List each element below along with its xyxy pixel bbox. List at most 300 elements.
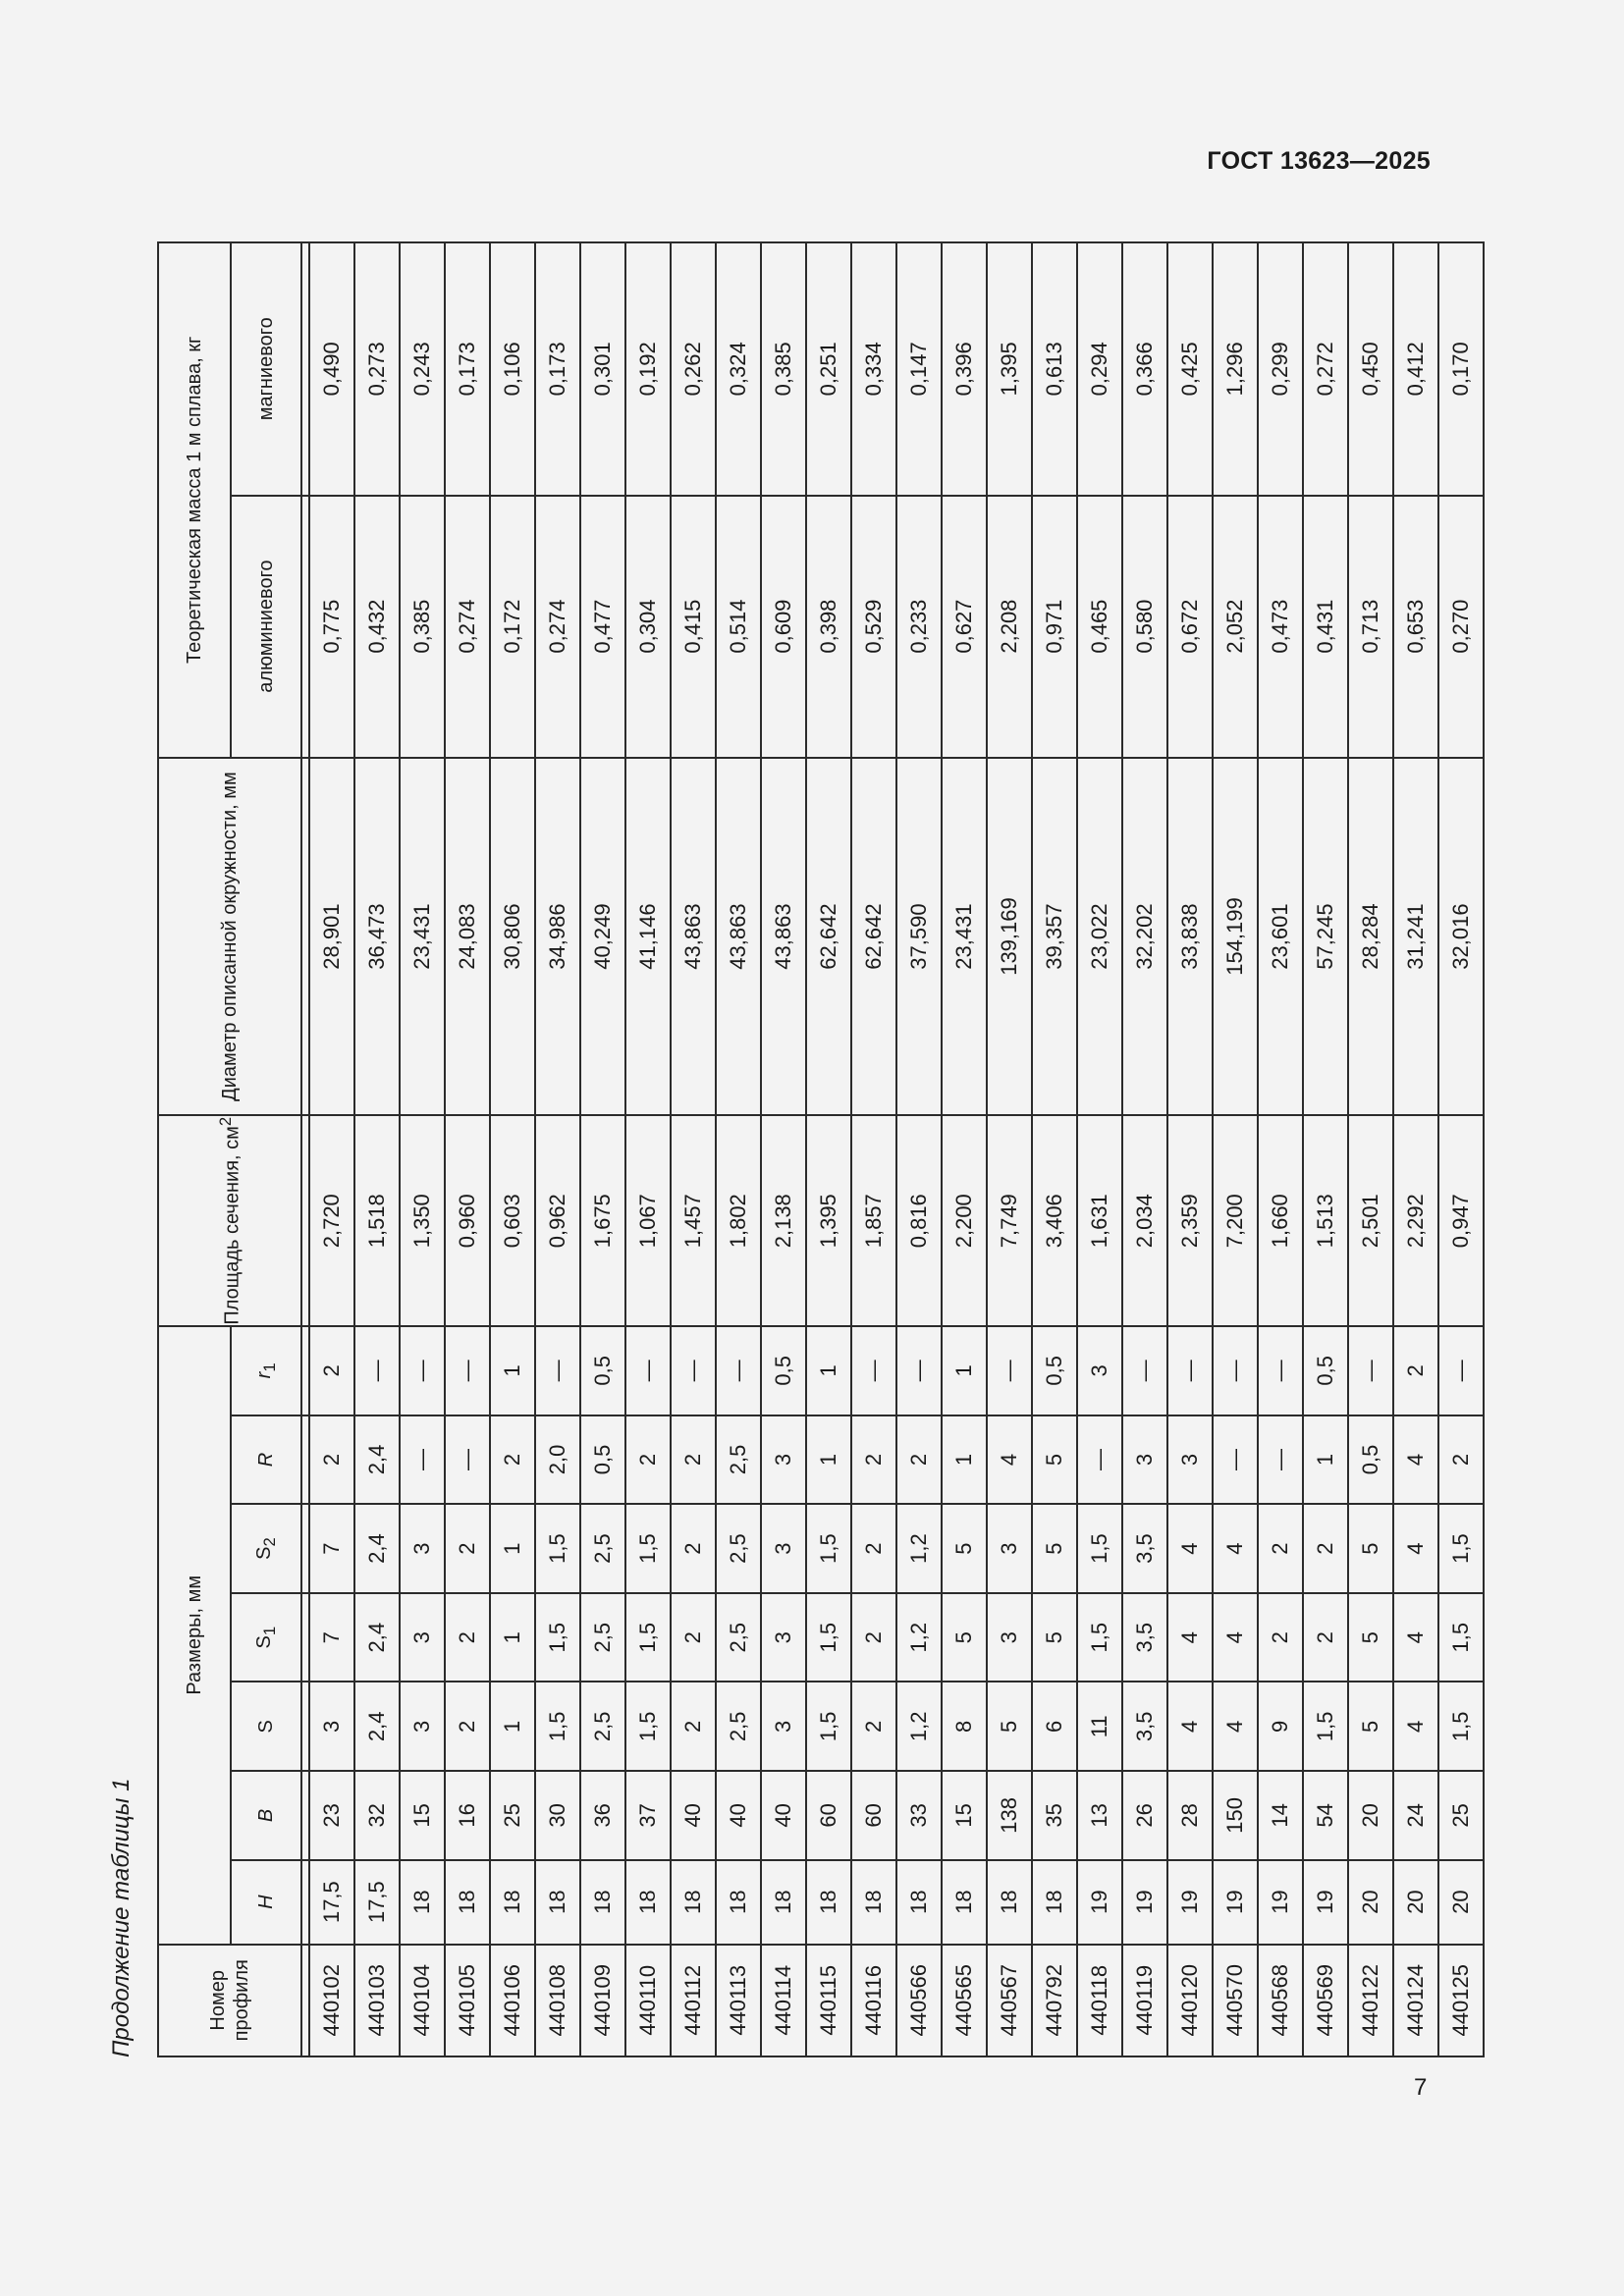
table-cell: 0,960 <box>445 1115 490 1326</box>
table-cell: 440570 <box>1213 1945 1258 2056</box>
table-cell: 0,713 <box>1348 496 1393 758</box>
table-cell: 7 <box>309 1593 354 1682</box>
table-cell: 440119 <box>1122 1945 1167 2056</box>
table-cell: 0,173 <box>445 242 490 496</box>
table-row <box>716 242 761 2056</box>
table-cell: 1 <box>490 1326 535 1415</box>
table-cell: 3 <box>309 1682 354 1772</box>
table-cell: 0,627 <box>942 496 987 758</box>
table-cell: 5 <box>1032 1504 1077 1593</box>
table-caption: Продолжение таблицы 1 <box>108 1778 135 2057</box>
table-cell: 13 <box>1077 1771 1122 1860</box>
table-cell: 25 <box>490 1771 535 1860</box>
table-cell: 0,603 <box>490 1115 535 1326</box>
table-cell: 5 <box>1348 1593 1393 1682</box>
table-cell: 2,5 <box>716 1415 761 1505</box>
header-S: S <box>231 1682 301 1772</box>
table-cell: 23,601 <box>1258 758 1303 1116</box>
table-cell: 2,4 <box>354 1415 400 1505</box>
table-cell: 15 <box>400 1771 445 1860</box>
table-cell: 3 <box>400 1504 445 1593</box>
table-cell: 4 <box>1167 1593 1213 1682</box>
table-cell: 43,863 <box>671 758 716 1116</box>
table-cell: 2 <box>671 1504 716 1593</box>
table-cell: 2 <box>625 1415 671 1505</box>
table-cell: — <box>1438 1326 1484 1415</box>
table-cell: 40 <box>761 1771 806 1860</box>
table-cell: 0,5 <box>1348 1415 1393 1505</box>
table-cell: 0,396 <box>942 242 987 496</box>
table-cell: 0,947 <box>1438 1115 1484 1326</box>
table-cell: 0,609 <box>761 496 806 758</box>
table-cell: 2,292 <box>1393 1115 1438 1326</box>
table-cell: 3 <box>987 1593 1032 1682</box>
table-cell: 2,5 <box>716 1682 761 1772</box>
table-cell: 2,208 <box>987 496 1032 758</box>
table-cell: — <box>354 1326 400 1415</box>
table-cell: 3 <box>761 1415 806 1505</box>
rotated-table-container <box>108 241 1473 2057</box>
header-r1: $r_1$ <box>231 1326 301 1415</box>
table-cell: 0,334 <box>851 242 896 496</box>
header-sizes-group: Размеры, мм <box>158 1326 231 1945</box>
table-cell: 23,431 <box>400 758 445 1116</box>
table-cell: 4 <box>1393 1504 1438 1593</box>
table-row <box>445 242 490 2056</box>
table-cell: 0,473 <box>1258 496 1303 758</box>
table-cell: 17,5 <box>354 1860 400 1945</box>
table-cell: — <box>1258 1415 1303 1505</box>
table-cell: 18 <box>851 1860 896 1945</box>
table-row <box>1167 242 1213 2056</box>
table-cell: 1 <box>490 1593 535 1682</box>
header-area: Площадь сечения, $см^2$ <box>158 1115 301 1326</box>
header-magnesium: магниевого <box>231 242 301 496</box>
table-cell: 40 <box>716 1771 761 1860</box>
table-row <box>354 242 400 2056</box>
table-cell: — <box>1258 1326 1303 1415</box>
table-cell: 440118 <box>1077 1945 1122 2056</box>
table-cell: 28,284 <box>1348 758 1393 1116</box>
table-cell: 4 <box>1167 1682 1213 1772</box>
table-cell: 0,971 <box>1032 496 1077 758</box>
table-cell: 1 <box>942 1326 987 1415</box>
table-body <box>301 242 1484 2056</box>
table-cell: 14 <box>1258 1771 1303 1860</box>
table-cell: 18 <box>716 1860 761 1945</box>
table-cell: 2,4 <box>354 1504 400 1593</box>
table-cell: 0,775 <box>309 496 354 758</box>
table-cell: 60 <box>806 1771 851 1860</box>
table-cell: 18 <box>987 1860 1032 1945</box>
table-cell: 20 <box>1393 1860 1438 1945</box>
table-cell: 2 <box>1303 1504 1348 1593</box>
table-cell: — <box>445 1326 490 1415</box>
table-cell: 2 <box>1393 1326 1438 1415</box>
table-cell: 2,720 <box>309 1115 354 1326</box>
table-cell: 0,385 <box>761 242 806 496</box>
table-row <box>942 242 987 2056</box>
table-row <box>1122 242 1167 2056</box>
table-cell: 0,450 <box>1348 242 1393 496</box>
table-cell: 440567 <box>987 1945 1032 2056</box>
table-cell: 5 <box>1032 1415 1077 1505</box>
table-cell: 1 <box>942 1415 987 1505</box>
table-cell: 7,749 <box>987 1115 1032 1326</box>
table-cell: 440113 <box>716 1945 761 2056</box>
table-cell: 440102 <box>309 1945 354 2056</box>
table-cell: 138 <box>987 1771 1032 1860</box>
table-cell: 4 <box>1393 1415 1438 1505</box>
table-cell: 19 <box>1258 1860 1303 1945</box>
table-cell: 440125 <box>1438 1945 1484 2056</box>
table-cell: 28,901 <box>309 758 354 1116</box>
table-cell: 18 <box>445 1860 490 1945</box>
table-cell: 4 <box>1167 1504 1213 1593</box>
table-cell: 3,5 <box>1122 1593 1167 1682</box>
table-cell: 0,580 <box>1122 496 1167 758</box>
table-row <box>987 242 1032 2056</box>
table-cell: 5 <box>942 1504 987 1593</box>
table-cell: 18 <box>671 1860 716 1945</box>
table-cell: 1,857 <box>851 1115 896 1326</box>
table-cell: 23,431 <box>942 758 987 1116</box>
table-cell: 41,146 <box>625 758 671 1116</box>
table-cell: 1,5 <box>1438 1593 1484 1682</box>
table-cell: 2,052 <box>1213 496 1258 758</box>
table-cell: 25 <box>1438 1771 1484 1860</box>
table-cell: 2,5 <box>580 1682 625 1772</box>
table-cell: — <box>1077 1415 1122 1505</box>
table-cell: 20 <box>1348 1771 1393 1860</box>
table-cell: 5 <box>1348 1504 1393 1593</box>
table-cell: 440109 <box>580 1945 625 2056</box>
profiles-table <box>157 241 1485 2057</box>
table-row <box>580 242 625 2056</box>
table-cell: 3 <box>761 1682 806 1772</box>
table-cell: 2,5 <box>580 1593 625 1682</box>
table-cell: — <box>625 1326 671 1415</box>
table-cell: 1,5 <box>535 1682 580 1772</box>
table-cell: 57,245 <box>1303 758 1348 1116</box>
table-cell: 2 <box>490 1415 535 1505</box>
table-cell: 440124 <box>1393 1945 1438 2056</box>
table-cell: 2 <box>1438 1415 1484 1505</box>
table-cell: 2 <box>896 1415 942 1505</box>
table-cell: 0,192 <box>625 242 671 496</box>
table-cell: 0,431 <box>1303 496 1348 758</box>
table-cell: 1,5 <box>625 1593 671 1682</box>
table-cell: 440110 <box>625 1945 671 2056</box>
header-H: H <box>231 1860 301 1945</box>
table-cell: 2,4 <box>354 1682 400 1772</box>
table-cell: 440106 <box>490 1945 535 2056</box>
table-cell: 1,5 <box>806 1504 851 1593</box>
table-cell: 2,0 <box>535 1415 580 1505</box>
table-cell: 20 <box>1348 1860 1393 1945</box>
table-cell: 6 <box>1032 1682 1077 1772</box>
table-cell: 0,425 <box>1167 242 1213 496</box>
table-cell: 24 <box>1393 1771 1438 1860</box>
table-row <box>806 242 851 2056</box>
header-S1: $S_1$ <box>231 1593 301 1682</box>
table-cell: 30,806 <box>490 758 535 1116</box>
table-cell: 1,395 <box>806 1115 851 1326</box>
table-cell: 19 <box>1122 1860 1167 1945</box>
table-cell: 3 <box>761 1504 806 1593</box>
table-cell: 0,412 <box>1393 242 1438 496</box>
table-cell: 15 <box>942 1771 987 1860</box>
table-cell: 31,241 <box>1393 758 1438 1116</box>
table-cell: 62,642 <box>851 758 896 1116</box>
table-cell: 1,5 <box>625 1682 671 1772</box>
table-cell: 2 <box>445 1504 490 1593</box>
table-cell: 4 <box>1393 1682 1438 1772</box>
table-cell: 1,631 <box>1077 1115 1122 1326</box>
table-cell: 5 <box>1348 1682 1393 1772</box>
table-cell: 36 <box>580 1771 625 1860</box>
table-cell: 0,385 <box>400 496 445 758</box>
table-cell: 0,5 <box>1032 1326 1077 1415</box>
document-standard-header: ГОСТ 13623—2025 <box>1207 147 1431 175</box>
table-cell: 3 <box>761 1593 806 1682</box>
table-cell: 28 <box>1167 1771 1213 1860</box>
table-cell: 0,5 <box>761 1326 806 1415</box>
table-cell: 1,2 <box>896 1593 942 1682</box>
table-row <box>625 242 671 2056</box>
table-cell: 17,5 <box>309 1860 354 1945</box>
table-cell: — <box>1213 1415 1258 1505</box>
table-cell: 5 <box>1032 1593 1077 1682</box>
table-cell: 2 <box>445 1682 490 1772</box>
table-cell: 4 <box>1393 1593 1438 1682</box>
table-cell: 1,5 <box>1438 1504 1484 1593</box>
table-cell: 8 <box>942 1682 987 1772</box>
table-cell: 440108 <box>535 1945 580 2056</box>
table-cell: 16 <box>445 1771 490 1860</box>
table-cell: 18 <box>400 1860 445 1945</box>
table-cell: 2,4 <box>354 1593 400 1682</box>
table-cell: — <box>535 1326 580 1415</box>
table-cell: 4 <box>1213 1682 1258 1772</box>
table-cell: 9 <box>1258 1682 1303 1772</box>
table-cell: 11 <box>1077 1682 1122 1772</box>
table-cell: 19 <box>1213 1860 1258 1945</box>
table-cell: 3 <box>987 1504 1032 1593</box>
table-row <box>535 242 580 2056</box>
table-cell: 1,2 <box>896 1504 942 1593</box>
table-cell: 0,432 <box>354 496 400 758</box>
table-cell: 2,200 <box>942 1115 987 1326</box>
table-cell: 0,172 <box>490 496 535 758</box>
table-cell: 2 <box>309 1415 354 1505</box>
table-cell: 18 <box>625 1860 671 1945</box>
table-row <box>851 242 896 2056</box>
table-cell: 26 <box>1122 1771 1167 1860</box>
table-cell: 35 <box>1032 1771 1077 1860</box>
table-cell: 0,233 <box>896 496 942 758</box>
table-cell: 36,473 <box>354 758 400 1116</box>
table-cell: 0,304 <box>625 496 671 758</box>
table-cell: 0,366 <box>1122 242 1167 496</box>
table-row <box>1032 242 1077 2056</box>
table-cell: 0,299 <box>1258 242 1303 496</box>
table-cell: — <box>896 1326 942 1415</box>
table-row <box>1303 242 1348 2056</box>
table-cell: 139,169 <box>987 758 1032 1116</box>
table-cell: 2 <box>1258 1593 1303 1682</box>
table-cell: 3 <box>1167 1415 1213 1505</box>
table-cell: 0,301 <box>580 242 625 496</box>
table-cell: 440566 <box>896 1945 942 2056</box>
table-row <box>761 242 806 2056</box>
table-cell: 0,514 <box>716 496 761 758</box>
table-cell: 4 <box>1213 1593 1258 1682</box>
table-cell: 0,274 <box>445 496 490 758</box>
table-cell: 440122 <box>1348 1945 1393 2056</box>
table-row <box>1077 242 1122 2056</box>
table-cell: — <box>1348 1326 1393 1415</box>
table-cell: 33 <box>896 1771 942 1860</box>
table-cell: 3 <box>400 1682 445 1772</box>
table-cell: 440568 <box>1258 1945 1303 2056</box>
table-cell: 1,5 <box>1303 1682 1348 1772</box>
table-cell: 154,199 <box>1213 758 1258 1116</box>
table-cell: 62,642 <box>806 758 851 1116</box>
table-cell: 1 <box>806 1415 851 1505</box>
table-cell: 0,273 <box>354 242 400 496</box>
table-cell: 32 <box>354 1771 400 1860</box>
table-cell: 0,5 <box>580 1415 625 1505</box>
table-cell: 4 <box>987 1415 1032 1505</box>
table-cell: — <box>400 1415 445 1505</box>
table-cell: 150 <box>1213 1771 1258 1860</box>
table-cell: 1,5 <box>1438 1682 1484 1772</box>
table-cell: 40 <box>671 1771 716 1860</box>
table-cell: 43,863 <box>716 758 761 1116</box>
table-cell: 5 <box>942 1593 987 1682</box>
table-cell: 2,5 <box>716 1593 761 1682</box>
table-cell: 23,022 <box>1077 758 1122 1116</box>
table-cell: 4 <box>1213 1504 1258 1593</box>
table-cell: 2 <box>309 1326 354 1415</box>
table-cell: 18 <box>1032 1860 1077 1945</box>
table-cell: 0,962 <box>535 1115 580 1326</box>
table-cell: 1,067 <box>625 1115 671 1326</box>
table-cell: 2 <box>671 1415 716 1505</box>
table-cell: 0,5 <box>580 1326 625 1415</box>
table-cell: 0,490 <box>309 242 354 496</box>
table-cell: 2,5 <box>580 1504 625 1593</box>
table-cell: 33,838 <box>1167 758 1213 1116</box>
table-cell: 0,147 <box>896 242 942 496</box>
table-cell: 40,249 <box>580 758 625 1116</box>
table-cell: 440569 <box>1303 1945 1348 2056</box>
header-S2: $S_2$ <box>231 1504 301 1593</box>
table-cell: 1,518 <box>354 1115 400 1326</box>
table-cell: 440105 <box>445 1945 490 2056</box>
table-cell: — <box>851 1326 896 1415</box>
table-cell: — <box>716 1326 761 1415</box>
table-cell: 1 <box>490 1504 535 1593</box>
table-cell: 0,272 <box>1303 242 1348 496</box>
table-cell: 3 <box>1122 1415 1167 1505</box>
table-spacer-row <box>301 242 309 2056</box>
table-cell: 1 <box>490 1682 535 1772</box>
table-cell: — <box>400 1326 445 1415</box>
table-cell: — <box>671 1326 716 1415</box>
header-R: R <box>231 1415 301 1505</box>
table-cell: 1 <box>806 1326 851 1415</box>
table-row <box>490 242 535 2056</box>
table-cell: 1,5 <box>806 1682 851 1772</box>
table-cell: 2 <box>851 1415 896 1505</box>
table-cell: 2 <box>851 1682 896 1772</box>
table-cell: 1,802 <box>716 1115 761 1326</box>
table-cell: 0,294 <box>1077 242 1122 496</box>
table-cell: 0,270 <box>1438 496 1484 758</box>
table-cell: 440103 <box>354 1945 400 2056</box>
table-cell: 440792 <box>1032 1945 1077 2056</box>
table-cell: 20 <box>1438 1860 1484 1945</box>
table-cell: 2,359 <box>1167 1115 1213 1326</box>
table-cell: 3,406 <box>1032 1115 1077 1326</box>
table-cell: — <box>1167 1326 1213 1415</box>
table-cell: 0,398 <box>806 496 851 758</box>
table-cell: 1,296 <box>1213 242 1258 496</box>
table-cell: — <box>1213 1326 1258 1415</box>
table-cell: 0,613 <box>1032 242 1077 496</box>
table-cell: 18 <box>761 1860 806 1945</box>
table-cell: 2 <box>851 1504 896 1593</box>
table-cell: 3,5 <box>1122 1504 1167 1593</box>
table-cell: 0,243 <box>400 242 445 496</box>
table-cell: — <box>987 1326 1032 1415</box>
table-cell: 1,5 <box>806 1593 851 1682</box>
table-cell: 0,251 <box>806 242 851 496</box>
table-cell: 1,5 <box>1077 1504 1122 1593</box>
table-cell: 54 <box>1303 1771 1348 1860</box>
table-row <box>896 242 942 2056</box>
table-cell: 2,138 <box>761 1115 806 1326</box>
table-cell: — <box>1122 1326 1167 1415</box>
table-cell: 2 <box>671 1593 716 1682</box>
header-mass-group: Теоретическая масса 1 м сплава, кг <box>158 242 231 758</box>
table-row <box>309 242 354 2056</box>
table-row <box>1213 242 1258 2056</box>
table-cell: 2 <box>445 1593 490 1682</box>
table-cell: 1,5 <box>535 1504 580 1593</box>
table-cell: 39,357 <box>1032 758 1077 1116</box>
table-cell: 2 <box>1303 1593 1348 1682</box>
table-cell: 0,415 <box>671 496 716 758</box>
table-cell: 440114 <box>761 1945 806 2056</box>
table-cell: 0,274 <box>535 496 580 758</box>
table-cell: 0,465 <box>1077 496 1122 758</box>
table-cell: 18 <box>490 1860 535 1945</box>
table-cell: 7,200 <box>1213 1115 1258 1326</box>
table-cell: 1,660 <box>1258 1115 1303 1326</box>
table-row <box>1393 242 1438 2056</box>
table-cell: 2 <box>671 1682 716 1772</box>
table-cell: 30 <box>535 1771 580 1860</box>
table-cell: 3,5 <box>1122 1682 1167 1772</box>
table-cell: 1,5 <box>1077 1593 1122 1682</box>
table-cell: 440116 <box>851 1945 896 2056</box>
table-cell: 43,863 <box>761 758 806 1116</box>
table-cell: 0,170 <box>1438 242 1484 496</box>
table-cell: 19 <box>1077 1860 1122 1945</box>
